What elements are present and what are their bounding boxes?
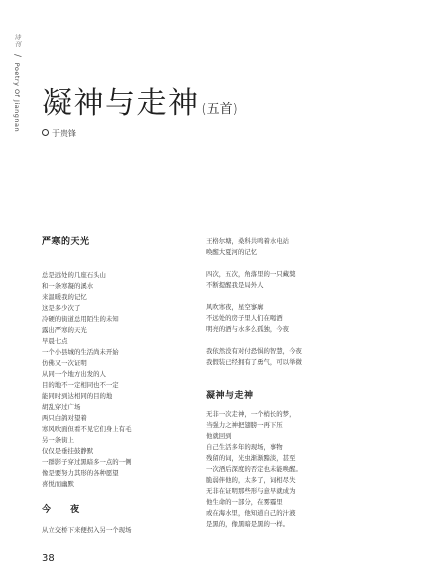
poem-line: 总是远处的几座石头山 — [42, 271, 106, 279]
poem-line: 他生命的一部分，在雾霾里 — [206, 498, 283, 506]
poem-line: 自己生活多年的现场，事物 — [206, 443, 283, 451]
author-bullet-icon — [42, 129, 49, 136]
poem-line: 我依然没有对付恐惧的智慧，今夜 — [206, 347, 302, 355]
author-line — [42, 128, 76, 139]
poem-line: 仅仅是垂挂鼓静默 — [42, 447, 94, 455]
author-name: 于贵锋 — [52, 129, 76, 138]
title-subtitle: (五首) — [201, 102, 238, 117]
poem-line: 脆弱伴他的，太多了，词相尽失 — [206, 476, 296, 484]
poem-line: 早晨七点 — [42, 337, 68, 345]
stanza-gap — [42, 259, 192, 270]
poem-line: 寒风吹面但看不见它们身上有毛 — [42, 425, 132, 433]
poem-line: 能同时到达相同的目的地 — [42, 392, 113, 400]
poem-line: 唤醒大夏河的记忆 — [206, 248, 258, 256]
poem-line: 风吹寒夜，星空寥廓 — [206, 303, 264, 311]
poem-line: 喜悦而幽默 — [42, 480, 74, 488]
poem-line: 王格尔塘，桑科共鸣着水电站 — [206, 237, 290, 245]
margin-section-tag — [8, 34, 22, 132]
poem-line: 一个小县城的生活尚未开始 — [42, 348, 119, 356]
poem-line: 他就回到 — [206, 432, 232, 440]
poem-line: 和一条寒凝的溪水 — [42, 282, 94, 290]
poem-line: 两只白鸽对望着 — [42, 414, 87, 422]
poem-line: 残留的词，光虫渐渐黯淡，甚至 — [206, 454, 296, 462]
page-number: 38 — [42, 553, 55, 564]
title-text: 凝神与走神 — [42, 86, 200, 121]
poem-line: 明亮的酒与水多么孤独，今夜 — [206, 325, 290, 333]
poem-line: 不远处的房子里人们在喝酒 — [206, 314, 283, 322]
poem-line: 另一条街上 — [42, 436, 74, 444]
margin-brand: 诗刊 — [13, 34, 21, 48]
poem-line: 冷硬的街道总用陌生的未知 — [42, 315, 119, 323]
poem-line: 当强力之神把翅膀一再下压 — [206, 421, 283, 429]
poem-line: 来温暖我的记忆 — [42, 293, 87, 301]
margin-divider: / — [12, 53, 22, 58]
poem-line: 无非一次走神，一个梢长的梦， — [206, 410, 296, 418]
poem-line: 目的地不一定相同也不一定 — [42, 381, 119, 389]
poem-line: 一群影子穿过黑暗多一点的一侧 — [42, 458, 132, 466]
poem-line: 像是要努力其形的各种愿望 — [42, 469, 119, 477]
poem-line: 仿佛又一次证明 — [42, 359, 87, 367]
poem-line: 这是多少次了 — [42, 304, 81, 312]
poem-heading: 今 夜 — [42, 505, 88, 515]
poem-line: 四次，五次，角落里的一只藏獒 — [206, 270, 296, 278]
poem-heading: 凝神与走神 — [206, 391, 254, 401]
poem-line: 从同一个地方出发的人 — [42, 370, 106, 378]
poem-line: 是黑的，像黑暗是黑的一样。 — [206, 520, 290, 528]
poem-line: 一次酒后深度的否定也未能唤醒。 — [206, 465, 302, 473]
poem-line: 不断提醒我是局外人 — [206, 281, 264, 289]
stanza-gap — [206, 291, 356, 302]
stanza-gap — [206, 258, 356, 269]
poem-heading: 严寒的天光 — [42, 237, 90, 247]
poem-severe-cold — [42, 234, 192, 490]
stanza-gap — [206, 335, 356, 346]
poem-severe-cold-continued — [206, 236, 356, 368]
poem-line: 或在海水里，他知道自己的汁液 — [206, 509, 296, 517]
poem-concentration-and-distraction — [206, 388, 356, 530]
poem-line: 无非在证明那些形与意早就成为 — [206, 487, 296, 495]
poem-tonight — [42, 502, 192, 536]
poem-line: 露出严寒的天光 — [42, 326, 87, 334]
poem-line: 从立交桥下来便拐入另一个现场 — [42, 526, 132, 534]
margin-section-name: Poetry Of Jiangnan — [13, 62, 21, 133]
page-title — [42, 78, 238, 122]
poem-line: 我假装已经拥有了勇气，可以举微 — [206, 358, 302, 366]
poem-line: 胡乱穿过广场 — [42, 403, 81, 411]
